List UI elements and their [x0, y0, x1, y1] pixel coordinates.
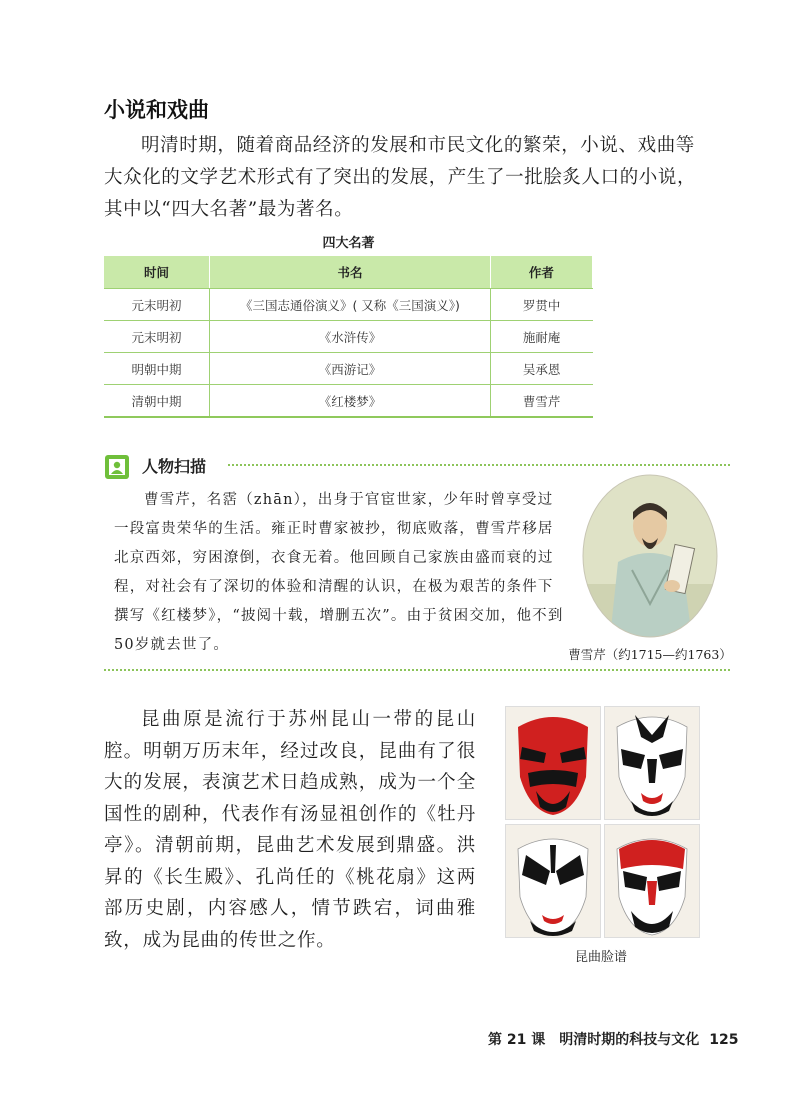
cao-xueqin-portrait: [582, 474, 718, 638]
opera-mask-red-black-image: [604, 824, 700, 938]
header-title: 书名: [210, 256, 491, 289]
lesson-title: 第 21 课 明清时期的科技与文化: [488, 1032, 700, 1048]
cell-author: 曹雪芹: [490, 385, 592, 418]
dotted-divider: [228, 464, 730, 466]
opera-mask-white-black-image: [505, 824, 601, 938]
cell-time: 清朝中期: [104, 385, 210, 418]
cell-time: 元末明初: [104, 321, 210, 353]
header-time: 时间: [104, 256, 210, 289]
table-row: [104, 321, 593, 353]
cell-author: 罗贯中: [490, 289, 592, 321]
cell-author: 吴承恩: [490, 353, 592, 385]
table-row: [104, 385, 593, 418]
table-header-row: [104, 256, 593, 289]
cell-title: 《三国志通俗演义》( 又称《三国演义》): [210, 289, 491, 321]
kunqu-paragraph: 昆曲原是流行于苏州昆山一带的昆山腔。明朝万历末年，经过改良，昆曲有了很大的发展，表演艺术日趋成熟，成为一个全国性的剧种，代表作有汤显祖创作的《牡丹亭》。清朝前期，昆曲艺术发展到鼎盛。洪昇的《长生殿》、孔尚任的《桃花扇》这两部历史剧，内容感人，情节跌宕，词曲雅致，成为昆曲的传世之作。: [104, 709, 476, 951]
intro-paragraph: 明清时期，随着商品经济的发展和市民文化的繁荣，小说、戏曲等大众化的文学艺术形式有了突出的发展，产生了一批脍炙人口的小说，其中以“四大名著”最为著名。: [104, 135, 697, 220]
opera-mask-black-white-image: [604, 706, 700, 820]
cell-time: 明朝中期: [104, 353, 210, 385]
cell-time: 元末明初: [104, 289, 210, 321]
table-caption: 四大名著: [322, 236, 375, 251]
biography-text: 曹雪芹，名霑（zhān），出身于官宦世家，少年时曾享受过一段富贵荣华的生活。雍正时曹家被抄，彻底败落，曹雪芹移居北京西郊，穷困潦倒，衣食无着。他回顾自己家族由盛而衰的过程，对社会有了深切的体验和清醒的认识，在极为艰苦的条件下撰写《红楼梦》，“披阅十载，增删五次”。由于贫困交加，他不到50岁就去世了。: [114, 492, 564, 653]
portrait-caption: 曹雪芹（约1715—约1763）: [568, 647, 732, 662]
profile-title: 人物扫描: [142, 457, 207, 476]
cell-title: 《西游记》: [210, 353, 491, 385]
table-row: [104, 289, 593, 321]
masks-caption: 昆曲脸谱: [574, 950, 627, 965]
page-footer: [488, 1029, 738, 1049]
section-title: 小说和戏曲: [104, 98, 209, 122]
cell-title: 《红楼梦》: [210, 385, 491, 418]
dotted-divider: [104, 669, 730, 671]
person-scan-icon: [104, 454, 130, 480]
four-classics-table: [104, 256, 593, 418]
header-author: 作者: [490, 256, 592, 289]
page-number: 125: [709, 1032, 739, 1048]
cell-author: 施耐庵: [490, 321, 592, 353]
table-row: [104, 353, 593, 385]
opera-mask-red-image: [505, 706, 601, 820]
cell-title: 《水浒传》: [210, 321, 491, 353]
